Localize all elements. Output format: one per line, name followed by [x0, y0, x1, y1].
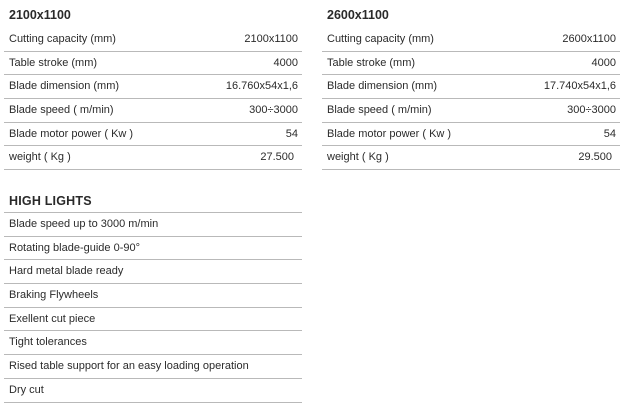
spec-label: Blade motor power ( Kw ): [9, 127, 134, 140]
highlight-item: Exellent cut piece: [4, 308, 302, 332]
spec-value: 17.740x54x1,6: [543, 80, 616, 93]
spec-value: 300÷3000: [249, 104, 298, 117]
spec-row: [4, 75, 302, 99]
spec-row: [322, 123, 620, 147]
spec-label: Blade motor power ( Kw ): [327, 127, 452, 140]
spec-row: [322, 146, 620, 170]
spec-label: Blade dimension (mm): [327, 80, 438, 93]
spec-value: 54: [285, 127, 298, 140]
spec-table-title: 2100x1100: [9, 8, 71, 22]
spec-row: [322, 28, 620, 52]
highlight-item: Hard metal blade ready: [4, 260, 302, 284]
spec-value: 54: [603, 127, 616, 140]
spec-row: [4, 123, 302, 147]
spec-label: Cutting capacity (mm): [9, 33, 116, 45]
spec-row: [322, 52, 620, 76]
spec-label: Blade dimension (mm): [9, 80, 120, 93]
spec-value: 300÷3000: [567, 104, 616, 117]
spec-label: Cutting capacity (mm): [327, 33, 434, 45]
spec-value: 29.500: [578, 151, 612, 164]
spec-value: 4000: [591, 56, 616, 69]
spec-row: [4, 28, 302, 52]
spec-value: 27.500: [260, 151, 294, 164]
highlight-item: Braking Flywheels: [4, 284, 302, 308]
highlight-item: Blade speed up to 3000 m/min: [4, 213, 302, 237]
spec-value: 2100x1100: [244, 33, 298, 45]
highlight-item: Tight tolerances: [4, 331, 302, 355]
highlight-item: Rotating blade-guide 0-90°: [4, 237, 302, 261]
spec-value: 4000: [273, 56, 298, 69]
highlights-list: [4, 186, 302, 403]
spec-value: 16.760x54x1,6: [225, 80, 298, 93]
spec-table-2100x1100: [4, 0, 302, 170]
spec-label: weight ( Kg ): [9, 151, 71, 164]
spec-value: 2600x1100: [562, 33, 616, 45]
spec-label: Blade speed ( m/min): [327, 104, 432, 117]
spec-row: [4, 99, 302, 123]
spec-row: [4, 52, 302, 76]
highlight-item: Dry cut: [4, 379, 302, 403]
spec-label: Blade speed ( m/min): [9, 104, 114, 117]
spec-label: Table stroke (mm): [9, 56, 98, 69]
spec-row: [322, 99, 620, 123]
spec-label: Table stroke (mm): [327, 56, 416, 69]
spec-table-title: 2600x1100: [327, 8, 389, 22]
highlight-item: Rised table support for an easy loading operation: [4, 355, 302, 379]
spec-row: [4, 146, 302, 170]
spec-row: [322, 75, 620, 99]
spec-label: weight ( Kg ): [327, 151, 389, 164]
highlights-title: HIGH LIGHTS: [4, 186, 302, 213]
spec-table-2600x1100: [322, 0, 620, 170]
